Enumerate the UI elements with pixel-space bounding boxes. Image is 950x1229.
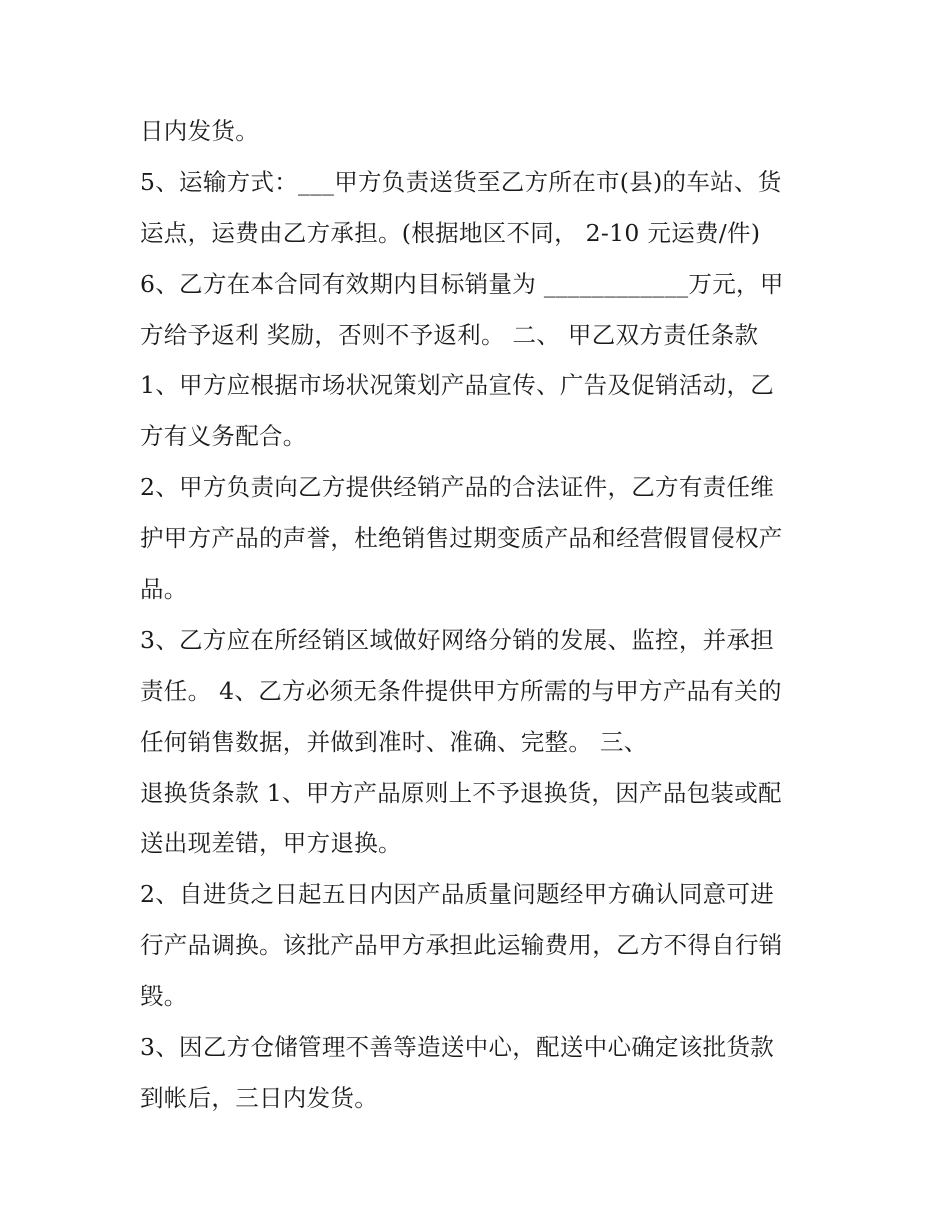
text-line: 方有义务配合。	[140, 422, 307, 451]
text-line: 3、乙方应在所经销区域做好网络分销的发展、监控，并承担	[140, 625, 775, 654]
text-line: 5、运输方式：___甲方负责送货至乙方所在市(县)的车站、货	[140, 167, 782, 196]
text-line: 责任。 4、乙方必须无条件提供甲方所需的与甲方产品有关的	[140, 676, 782, 705]
text-line: 退换货条款 1、甲方产品原则上不予退换货，因产品包装或配	[140, 778, 782, 807]
text-line: 到帐后，三日内发货。	[140, 1083, 378, 1112]
text-line: 任何销售数据，并做到准时、准确、完整。 三、	[140, 727, 648, 756]
text-line: 毁。	[140, 982, 188, 1011]
text-line: 1、甲方应根据市场状况策划产品宣传、广告及促销活动，乙	[140, 371, 775, 400]
contract-text	[140, 106, 830, 1124]
text-line: 品。	[140, 575, 188, 604]
text-line: 日内发货。	[140, 117, 259, 145]
text-line: 运点，运费由乙方承担。(根据地区不同， 2-10 元运费/件)	[140, 218, 761, 247]
text-line: 方给予返利 奖励，否则不予返利。 二、 甲乙双方责任条款	[140, 320, 759, 349]
text-line: 2、甲方负责向乙方提供经销产品的合法证件，乙方有责任维	[140, 473, 775, 502]
text-line: 护甲方产品的声誉，杜绝销售过期变质产品和经营假冒侵权产	[140, 524, 783, 553]
text-line: 6、乙方在本合同有效期内目标销量为 ____________万元，甲	[140, 269, 784, 298]
text-line: 3、因乙方仓储管理不善等造送中心，配送中心确定该批货款	[140, 1033, 775, 1062]
text-line: 2、自进货之日起五日内因产品质量问题经甲方确认同意可进	[140, 880, 775, 909]
text-line: 送出现差错，甲方退换。	[140, 829, 402, 858]
text-line: 行产品调换。该批产品甲方承担此运输费用，乙方不得自行销	[140, 931, 783, 960]
